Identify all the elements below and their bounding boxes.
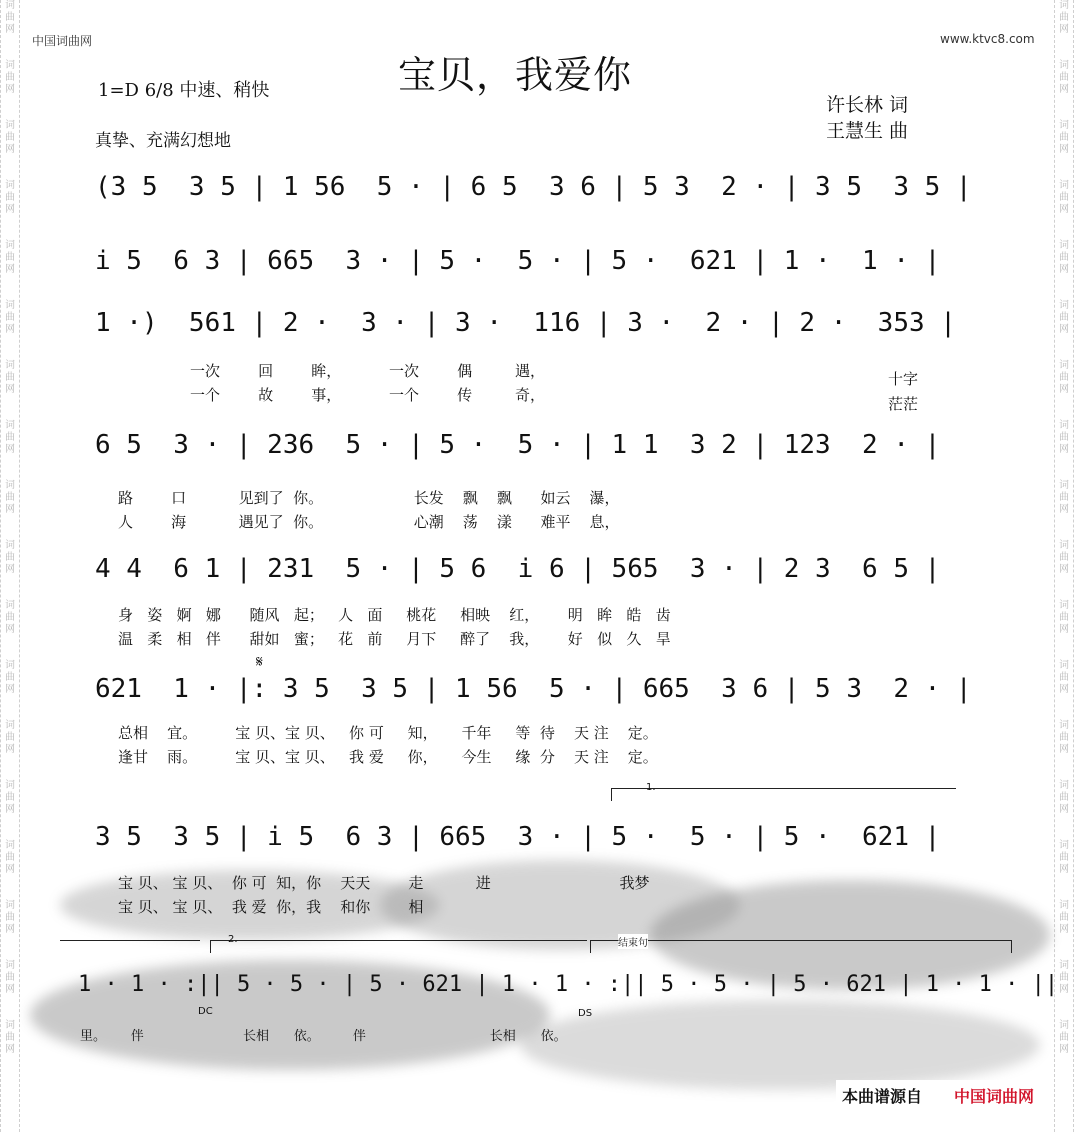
watermark-text: 词 曲 网 — [1059, 60, 1069, 95]
watermark-text: 词 曲 网 — [5, 960, 15, 995]
lyric-verse-1: 一次 回 眸， 一次 偶 遇， — [190, 362, 546, 380]
lyric-verse-1: 身 姿 婀 娜 随风 起； 人 面 桃花 相映 红， 明 眸 皓 齿 — [118, 606, 671, 624]
watermark-text: 词 曲 网 — [1059, 540, 1069, 575]
lyric-verse-1-tail: 十字 — [888, 370, 919, 388]
watermark-text: 词 曲 网 — [1059, 900, 1069, 935]
watermark-text: 词 曲 网 — [1059, 360, 1069, 395]
song-title: 宝贝，我爱你 — [398, 53, 633, 97]
watermark-text: 词 曲 网 — [5, 720, 15, 755]
watermark-text: 词 曲 网 — [1059, 1020, 1069, 1055]
lyric-verse-1: 路 口 见到了 你。 长发 飘 飘 如云 瀑， — [118, 489, 620, 507]
lyric-verse-2: 温 柔 相 伴 甜如 蜜； 花 前 月下 醉了 我， 好 似 久 旱 — [118, 630, 671, 648]
volta-end-line — [60, 940, 200, 941]
lyric-verse-1: 宝 贝、 宝 贝、 你 可 知，你 天天 走 进 我梦 — [118, 874, 650, 892]
key-tempo: 1=D 6/8 中速、稍快 — [98, 80, 270, 101]
watermark-text: 词 曲 网 — [5, 780, 15, 815]
watermark-text: 词 曲 网 — [5, 480, 15, 515]
watermark-text: 词 曲 网 — [1059, 300, 1069, 335]
watermark-text: 词 曲 网 — [5, 0, 15, 35]
watermark-text: 词 曲 网 — [5, 180, 15, 215]
score-line-7: 3 5 3 5 | i 5 6 3 | 665 3 · | 5 · 5 · | 5 · 621 | — [95, 822, 941, 852]
score-line-2: i 5 6 3 | 665 3 · | 5 · 5 · | 5 · 621 | 1 · 1 · | — [95, 246, 941, 276]
watermark-text: 词 曲 网 — [1059, 780, 1069, 815]
watermark-text: 词 曲 网 — [1059, 600, 1069, 635]
composer-credit: 王慧生 曲 — [826, 120, 909, 142]
lyric-verse-2: 人 海 遇见了 你。 心潮 荡 漾 难平 息， — [118, 513, 620, 531]
watermark-text: 词 曲 网 — [1059, 240, 1069, 275]
watermark-text: 词 曲 网 — [5, 300, 15, 335]
watermark-text: 词 曲 网 — [1059, 0, 1069, 35]
segno-icon: 𝄋 — [256, 652, 263, 671]
score-line-8: 1 · 1 · :|| 5 · 5 · | 5 · 621 | 1 · 1 · :|| 5 · 5 · | 5 · 621 | 1 · 1 · || — [78, 972, 1059, 997]
site-url: www.ktvc8.com — [940, 32, 1035, 46]
score-line-1: (3 5 3 5 | 1 56 5 · | 6 5 3 6 | 5 3 2 · | 3 5 3 5 | — [95, 172, 972, 202]
lyric-verse-1: 总相 宜。 宝 贝、宝 贝、 你 可 知， 千年 等 待 天 注 定。 — [118, 724, 658, 742]
watermark-text: 词 曲 网 — [5, 120, 15, 155]
ds-mark: DS — [578, 1008, 593, 1019]
right-watermark-strip — [1054, 0, 1074, 1132]
watermark-text: 词 曲 网 — [1059, 660, 1069, 695]
watermark-text: 词 曲 网 — [1059, 420, 1069, 455]
watermark-text: 词 曲 网 — [1059, 840, 1069, 875]
watermark-text: 词 曲 网 — [1059, 120, 1069, 155]
coda-bracket — [590, 940, 1012, 953]
coda-label: 结束句 — [618, 934, 648, 949]
ink-wash-mountain — [520, 1000, 1040, 1090]
watermark-text: 词 曲 网 — [1059, 180, 1069, 215]
watermark-text: 词 曲 网 — [1059, 480, 1069, 515]
lyric-ending: 里。 伴 长相 依。 伴 长相 依。 — [80, 1029, 567, 1044]
watermark-text: 词 曲 网 — [1059, 720, 1069, 755]
site-name-left: 中国词曲网 — [32, 34, 93, 48]
volta-1-label: 1. — [646, 782, 656, 793]
watermark-text: 词 曲 网 — [5, 840, 15, 875]
watermark-text: 词 曲 网 — [5, 660, 15, 695]
watermark-text: 词 曲 网 — [5, 900, 15, 935]
watermark-text: 词 曲 网 — [5, 540, 15, 575]
lyricist-credit: 许长林 词 — [826, 94, 909, 116]
left-watermark-strip — [0, 0, 20, 1132]
dc-mark: DC — [198, 1006, 213, 1017]
score-line-4: 6 5 3 · | 236 5 · | 5 · 5 · | 1 1 3 2 | 123 2 · | — [95, 430, 941, 460]
lyric-verse-2: 宝 贝、 宝 贝、 我 爱 你，我 和你 相 — [118, 898, 424, 916]
score-line-5: 4 4 6 1 | 231 5 · | 5 6 i 6 | 565 3 · | 2 3 6 5 | — [95, 554, 941, 584]
watermark-text: 词 曲 网 — [5, 600, 15, 635]
expression-mark: 真挚、充满幻想地 — [95, 131, 231, 151]
watermark-text: 词 曲 网 — [5, 1020, 15, 1055]
source-site-link[interactable]: 中国词曲网 — [954, 1087, 1035, 1106]
volta-2-bracket — [210, 940, 587, 953]
watermark-text: 词 曲 网 — [5, 240, 15, 275]
watermark-text: 词 曲 网 — [5, 60, 15, 95]
watermark-text: 词 曲 网 — [5, 420, 15, 455]
watermark-text: 词 曲 网 — [1059, 960, 1069, 995]
watermark-text: 词 曲 网 — [5, 360, 15, 395]
score-line-6: 621 1 · |: 3 5 3 5 | 1 56 5 · | 665 3 6 | 5 3 2 · | — [95, 674, 972, 704]
lyric-verse-2-tail: 茫茫 — [888, 395, 919, 413]
lyric-verse-2: 逢甘 雨。 宝 贝、宝 贝、 我 爱 你， 今生 缘 分 天 注 定。 — [118, 748, 658, 766]
volta-2-label: 2. — [228, 934, 238, 945]
score-line-3: 1 ·) 561 | 2 · 3 · | 3 · 116 | 3 · 2 · | 2 · 353 | — [95, 308, 956, 338]
volta-1-bracket — [611, 788, 956, 801]
lyric-verse-2: 一个 故 事， 一个 传 奇， — [190, 386, 546, 404]
source-label: 本曲谱源自 — [842, 1087, 923, 1106]
